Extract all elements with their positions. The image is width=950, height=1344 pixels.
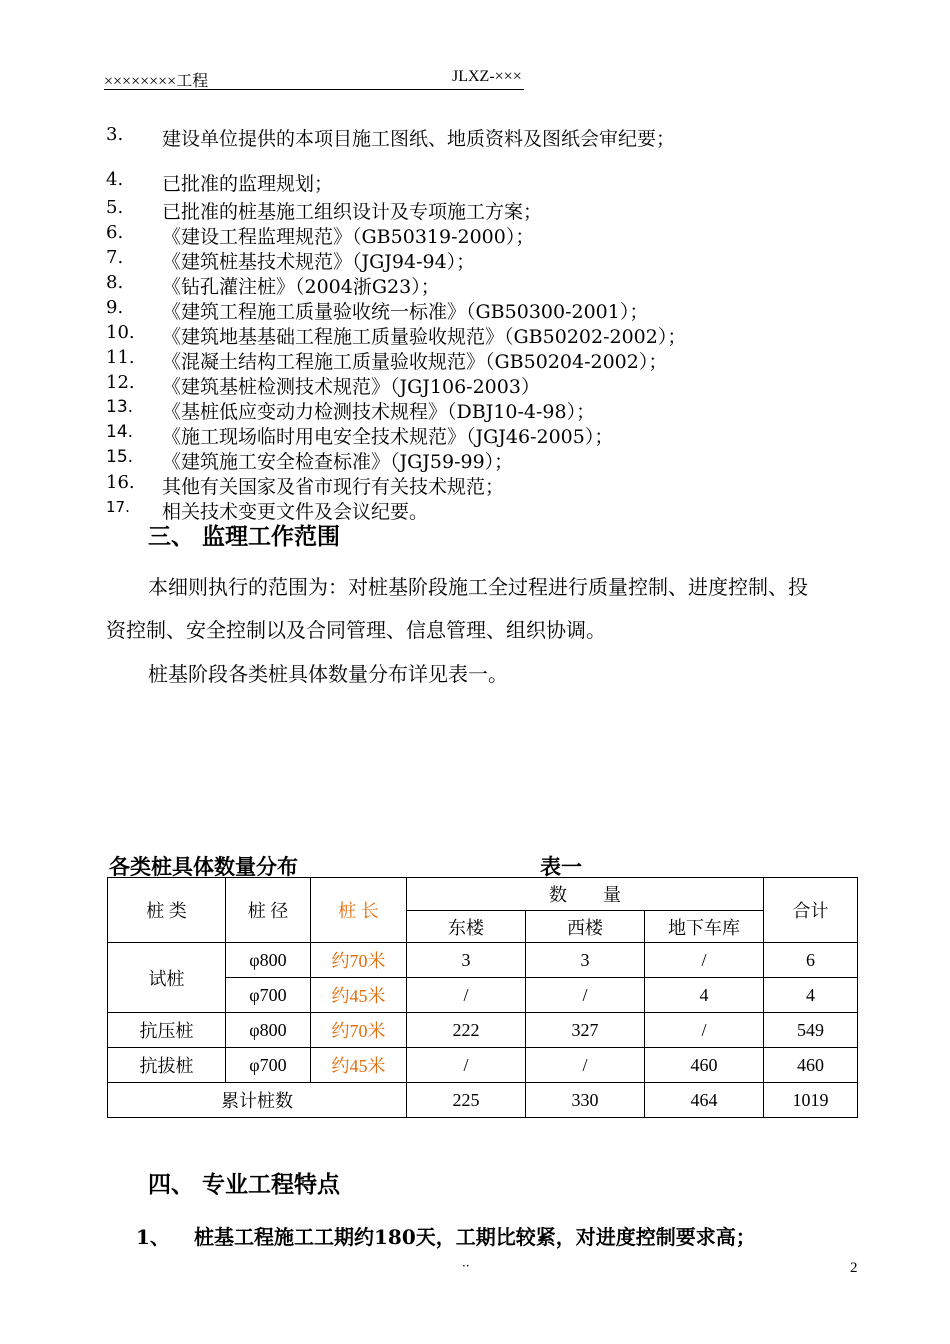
cell-east: / (407, 978, 526, 1013)
ref-number: 8. (106, 272, 124, 293)
header-west-building: 西楼 (526, 911, 645, 943)
header-pile-length: 桩 长 (311, 878, 407, 943)
cell-pile-type: 抗压桩 (108, 1013, 226, 1048)
ref-text: 《建筑施工安全检查标准》（JGJ59-99）； (162, 451, 514, 473)
header-quantity: 数 量 (407, 878, 764, 911)
header-rule (104, 89, 524, 90)
cell-east: 3 (407, 943, 526, 978)
pile-quantity-table (107, 877, 858, 1118)
ref-number: 15. (106, 447, 134, 467)
ref-number: 9. (106, 297, 124, 318)
ref-number: 6. (106, 222, 124, 243)
cell-garage: 460 (645, 1048, 764, 1083)
cell-garage: 4 (645, 978, 764, 1013)
section-3-title: 三、 监理工作范围 (148, 524, 341, 550)
table-header-row (108, 878, 858, 911)
cell-east: / (407, 1048, 526, 1083)
cell-garage: / (645, 1013, 764, 1048)
cell-garage: / (645, 943, 764, 978)
ref-text: 《建筑基桩检测技术规范》（JGJ106-2003） (162, 376, 540, 398)
ref-text: 建设单位提供的本项目施工图纸、地质资料及图纸会审纪要； (162, 128, 676, 150)
cell-diameter: φ700 (226, 978, 311, 1013)
ref-number: 11. (106, 347, 135, 368)
cell-length: 约70米 (311, 943, 407, 978)
cell-length: 约70米 (311, 1013, 407, 1048)
ref-text: 已批准的桩基施工组织设计及专项施工方案； (162, 201, 543, 223)
cell-total: 549 (764, 1013, 858, 1048)
ref-text: 相关技术变更文件及会议纪要。 (162, 501, 429, 523)
ref-text: 其他有关国家及省市现行有关技术规范； (162, 476, 505, 498)
cell-diameter: φ700 (226, 1048, 311, 1083)
cell-total: 4 (764, 978, 858, 1013)
ref-number: 14. (106, 422, 134, 442)
cell-pile-type: 试桩 (108, 943, 226, 1013)
header-total: 合计 (764, 878, 858, 943)
ref-text: 已批准的监理规划； (162, 173, 334, 195)
section-4-title: 四、 专业工程特点 (148, 1172, 341, 1198)
cell-sum-label: 累计桩数 (108, 1083, 407, 1118)
table-row (108, 943, 858, 978)
footer-dots: ·· (462, 1259, 470, 1273)
ref-number: 5. (106, 197, 124, 218)
ref-number: 10. (106, 322, 135, 343)
section-4-item-text: 桩基工程施工工期约180天，工期比较紧，对进度控制要求高； (194, 1225, 756, 1249)
ref-number: 4. (106, 169, 124, 190)
ref-number: 13. (106, 397, 134, 417)
ref-text: 《建筑地基基础工程施工质量验收规范》（GB50202-2002）； (162, 326, 687, 348)
ref-text: 《建设工程监理规范》（GB50319-2000）； (162, 226, 535, 248)
table-sum-row (108, 1083, 858, 1118)
section-3-paragraph-2: 桩基阶段各类桩具体数量分布详见表一。 (148, 662, 508, 686)
ref-text: 《基桩低应变动力检测技术规程》（DBJ10-4-98）； (162, 401, 596, 423)
table-caption: 各类桩具体数量分布 (109, 855, 298, 879)
header-underground-garage: 地下车库 (645, 911, 764, 943)
cell-length: 约45米 (311, 1048, 407, 1083)
header-pile-type: 桩 类 (108, 878, 226, 943)
cell-pile-type: 抗拔桩 (108, 1048, 226, 1083)
ref-number: 7. (106, 247, 124, 268)
table-row (108, 1048, 858, 1083)
table-row (108, 1013, 858, 1048)
ref-number: 3. (106, 124, 124, 145)
header-project-name: ××××××××工程 (104, 73, 209, 90)
cell-length: 约45米 (311, 978, 407, 1013)
header-doc-code: JLXZ-××× (452, 68, 522, 85)
cell-west: 327 (526, 1013, 645, 1048)
table-label: 表一 (540, 855, 582, 879)
ref-text: 《建筑桩基技术规范》（JGJ94-94）； (162, 251, 476, 273)
ref-number: 17. (106, 498, 130, 516)
page-number: 2 (850, 1260, 858, 1276)
cell-sum-west: 330 (526, 1083, 645, 1118)
ref-number: 12. (106, 372, 135, 393)
cell-west: / (526, 978, 645, 1013)
ref-number: 16. (106, 472, 135, 493)
cell-diameter: φ800 (226, 943, 311, 978)
ref-text: 《混凝土结构工程施工质量验收规范》（GB50204-2002）； (162, 351, 668, 373)
ref-text: 《施工现场临时用电安全技术规范》（JGJ46-2005）； (162, 426, 614, 448)
cell-west: 3 (526, 943, 645, 978)
cell-west: / (526, 1048, 645, 1083)
ref-text: 《建筑工程施工质量验收统一标准》（GB50300-2001）； (162, 301, 649, 323)
ref-text: 《钻孔灌注桩》（2004浙G23）； (162, 276, 440, 298)
cell-total: 460 (764, 1048, 858, 1083)
cell-sum-total: 1019 (764, 1083, 858, 1118)
header-east-building: 东楼 (407, 911, 526, 943)
cell-east: 222 (407, 1013, 526, 1048)
cell-sum-garage: 464 (645, 1083, 764, 1118)
header-pile-diameter: 桩 径 (226, 878, 311, 943)
section-3-paragraph-line-1: 本细则执行的范围为：对桩基阶段施工全过程进行质量控制、进度控制、投 (148, 575, 808, 599)
section-3-paragraph-line-2: 资控制、安全控制以及合同管理、信息管理、组织协调。 (106, 618, 606, 642)
cell-sum-east: 225 (407, 1083, 526, 1118)
cell-total: 6 (764, 943, 858, 978)
cell-diameter: φ800 (226, 1013, 311, 1048)
section-4-item-number: 1、 (136, 1225, 170, 1249)
